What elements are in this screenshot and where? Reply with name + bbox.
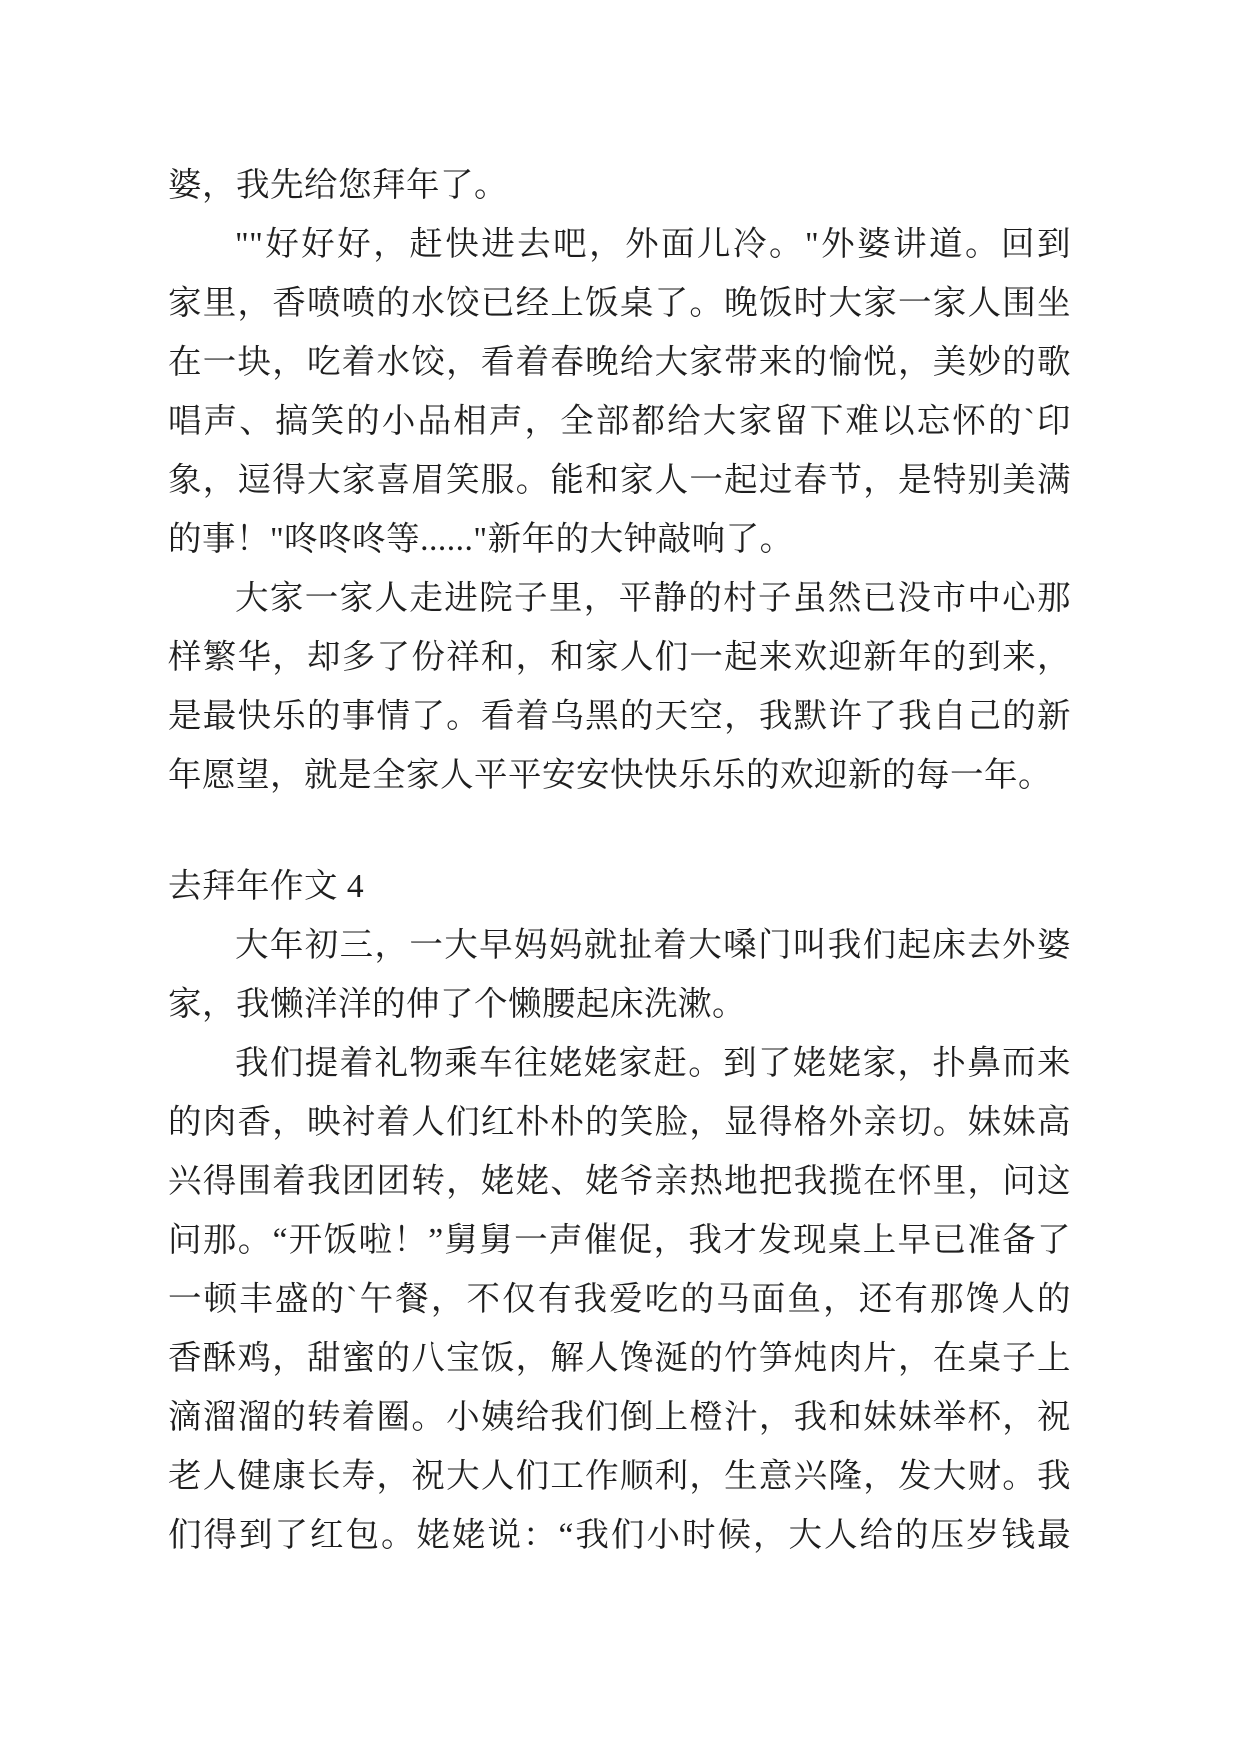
text-line: 们得到了红包。姥姥说：“我们小时候，大人给的压岁钱最	[168, 1517, 1071, 1554]
text-line: 婆，我先给您拜年了。	[168, 167, 508, 204]
text-line: 象，逗得大家喜眉笑服。能和家人一起过春节，是特别美满	[168, 462, 1071, 499]
text-line: 样繁华，却多了份祥和，和家人们一起来欢迎新年的到来，	[168, 639, 1071, 676]
paragraph	[168, 569, 1071, 805]
paragraph	[168, 156, 1071, 215]
text-line: 兴得围着我团团转，姥姥、姥爷亲热地把我揽在怀里，问这	[168, 1163, 1071, 1200]
text-line: 我们提着礼物乘车往姥姥家赶。到了姥姥家，扑鼻而来	[235, 1045, 1071, 1082]
text-line: ""好好好，赶快进去吧，外面儿冷。"外婆讲道。回到	[235, 226, 1071, 263]
heading-text: 去拜年作文 4	[168, 868, 365, 905]
text-line: 大年初三，一大早妈妈就扯着大嗓门叫我们起床去外婆	[235, 927, 1071, 964]
text-line: 家里，香喷喷的水饺已经上饭桌了。晚饭时大家一家人围坐	[168, 285, 1071, 322]
essay-section-heading	[168, 857, 1071, 916]
text-line: 香酥鸡，甜蜜的八宝饭，解人馋涎的竹笋炖肉片，在桌子上	[168, 1340, 1071, 1377]
paragraph	[168, 215, 1071, 569]
text-line: 老人健康长寿，祝大人们工作顺利，生意兴隆，发大财。我	[168, 1458, 1071, 1495]
text-line: 在一块，吃着水饺，看着春晚给大家带来的愉悦，美妙的歌	[168, 344, 1071, 381]
text-line: 唱声、搞笑的小品相声，全部都给大家留下难以忘怀的`印	[168, 403, 1071, 440]
text-line: 滴溜溜的转着圈。小姨给我们倒上橙汁，我和妹妹举杯，祝	[168, 1399, 1071, 1436]
text-line: 是最快乐的事情了。看着乌黑的天空，我默许了我自己的新	[168, 698, 1071, 735]
paragraph	[168, 1034, 1071, 1565]
text-line: 年愿望，就是全家人平平安安快快乐乐的欢迎新的每一年。	[168, 757, 1052, 794]
text-line: 问那。“开饭啦！”舅舅一声催促，我才发现桌上早已准备了	[168, 1222, 1071, 1259]
text-line: 的肉香，映衬着人们红朴朴的笑脸，显得格外亲切。妹妹高	[168, 1104, 1071, 1141]
text-line: 的事！"咚咚咚等......"新年的大钟敲响了。	[168, 521, 794, 558]
text-line: 大家一家人走进院子里，平静的村子虽然已没市中心那	[235, 580, 1071, 617]
text-line: 家，我懒洋洋的伸了个懒腰起床洗漱。	[168, 986, 746, 1023]
paragraph	[168, 916, 1071, 1034]
text-line: 一顿丰盛的`午餐，不仅有我爱吃的马面鱼，还有那馋人的	[168, 1281, 1071, 1318]
